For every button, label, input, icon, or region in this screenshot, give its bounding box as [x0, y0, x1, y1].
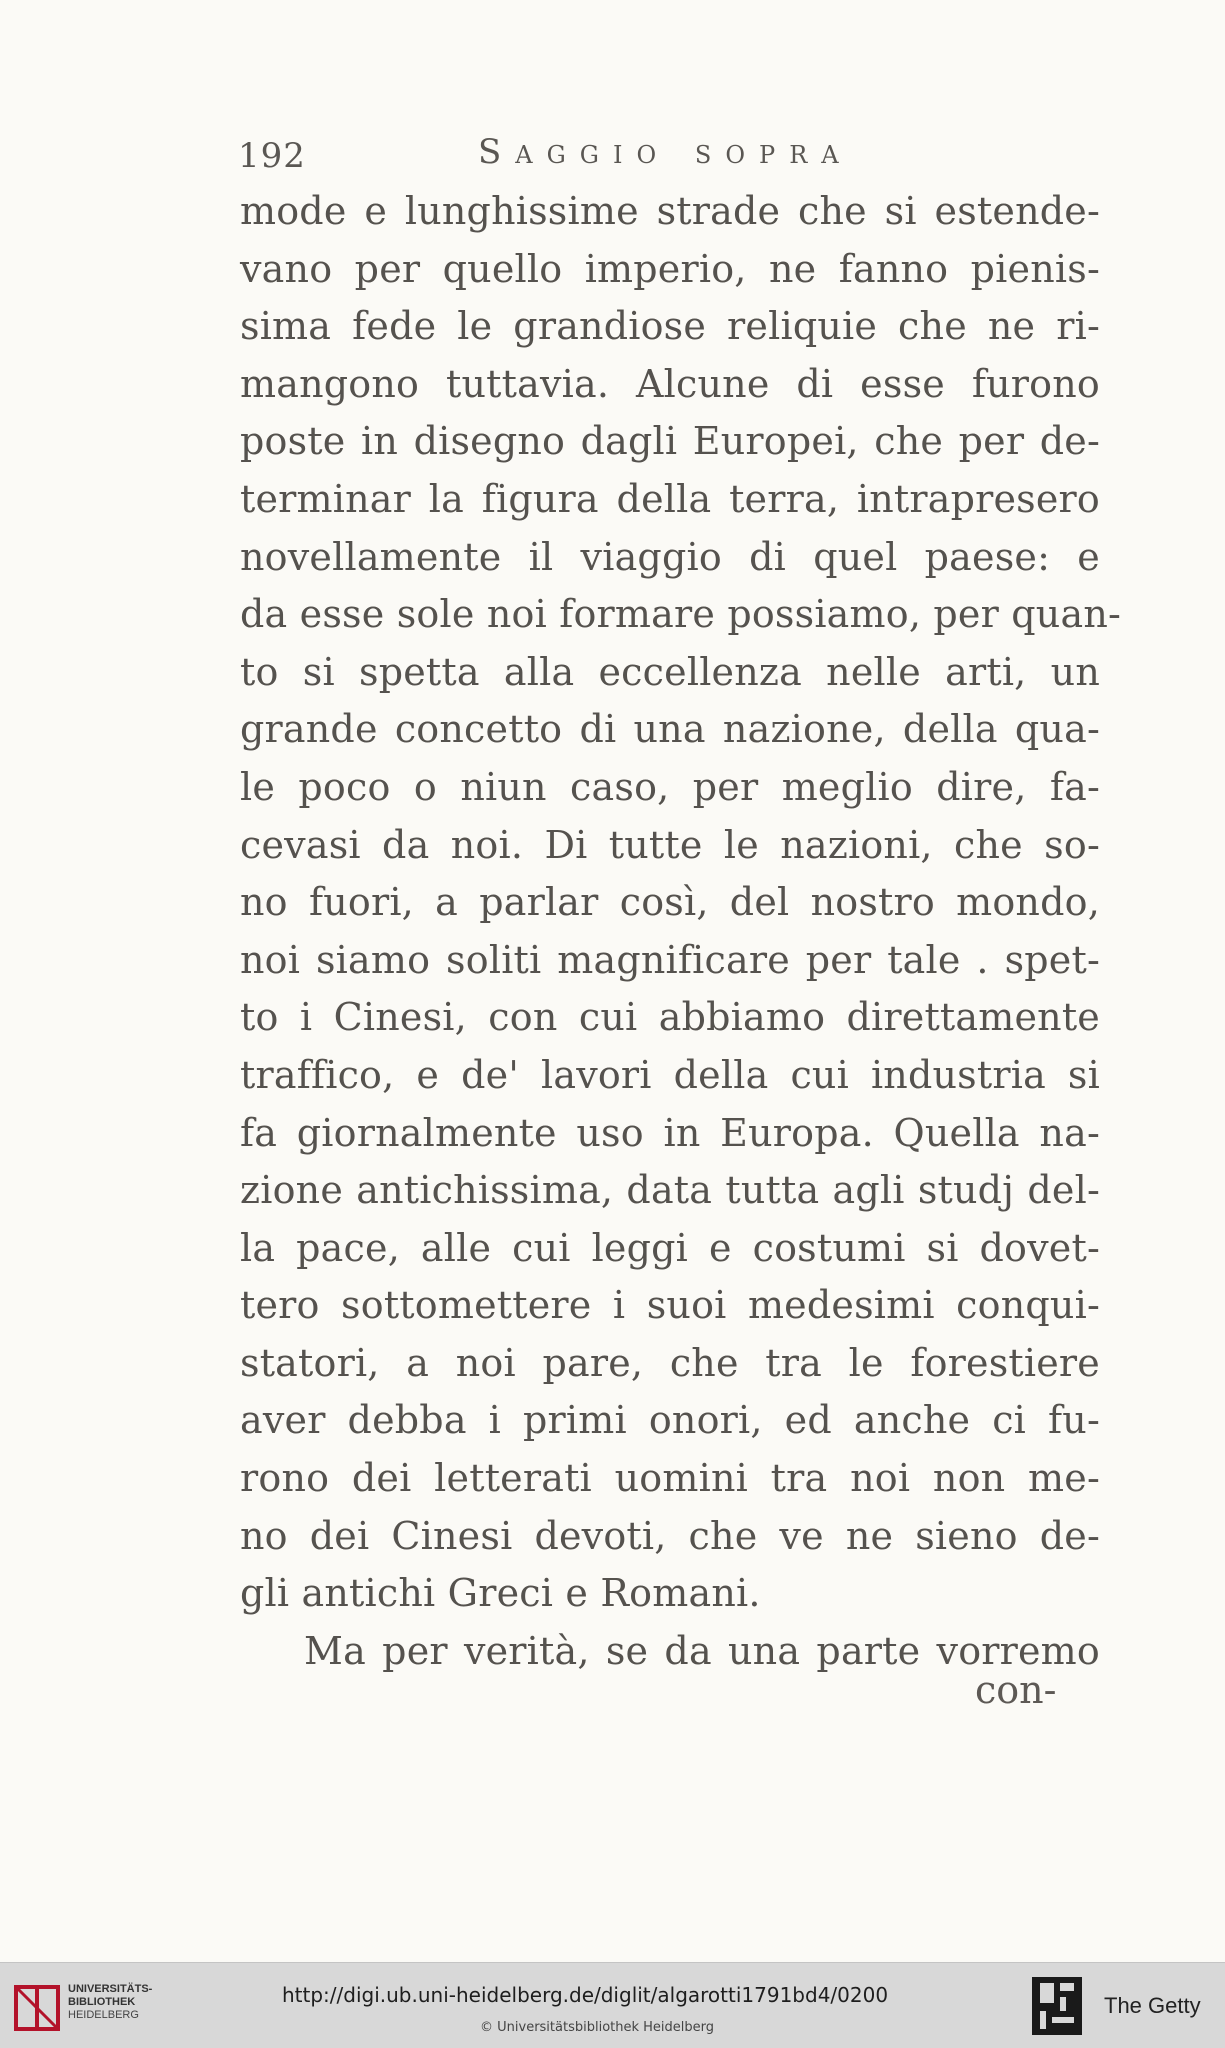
ub-heidelberg-logo-icon [14, 1983, 60, 2033]
catchword: con- [975, 1668, 1057, 1712]
text-line: tero sottomettere i suoi medesimi conqui- [240, 1283, 1100, 1328]
text-line: grande concetto di una nazione, della qua- [240, 707, 1100, 752]
text-line: gli antichi Greci e Romani. [240, 1571, 761, 1616]
text-line: aver debba i primi onori, ed anche ci fu- [240, 1398, 1100, 1443]
library-name-line: UNIVERSITÄTS- [68, 1983, 153, 1995]
library-name-line: HEIDELBERG [68, 2009, 139, 2021]
text-line: mode e lunghissime strade che si estende- [240, 189, 1100, 233]
text-line: to i Cinesi, con cui abbiamo direttamente [240, 995, 1100, 1040]
text-line: la pace, alle cui leggi e costumi si dovet- [240, 1225, 1100, 1270]
text-line: no fuori, a parlar così, del nostro mondo, [240, 880, 1100, 925]
partner-name: The Getty [1104, 1993, 1201, 2018]
text-line: fa giornalmente uso in Europa. Quella na- [240, 1110, 1100, 1155]
text-line: statori, a noi pare, che tra le forestiere [240, 1340, 1100, 1385]
page-number: 192 [238, 136, 306, 176]
text-line: da esse sole noi formare possiamo, per quan- [240, 592, 1122, 637]
text-line: novellamente il viaggio di quel paese: e [240, 534, 1100, 579]
footer-bar [0, 1962, 1225, 2048]
copyright-notice: © Universitätsbibliothek Heidelberg [480, 2020, 715, 2035]
text-line: cevasi da noi. Di tutte le nazioni, che so- [240, 822, 1100, 867]
text-line: vano per quello imperio, ne fanno pienis- [240, 246, 1100, 291]
running-head-title: Saggio sopra [478, 132, 853, 172]
text-line: Ma per verità, se da una parte vorremo [304, 1628, 1100, 1673]
permalink-url[interactable]: http://digi.ub.uni-heidelberg.de/diglit/algarotti1791bd4/0200 [282, 1983, 889, 2007]
text-line: to si spetta alla eccellenza nelle arti, un [240, 649, 1100, 694]
library-name-line: BIBLIOTHEK [68, 1996, 136, 2008]
text-line: mangono tuttavia. Alcune di esse furono [240, 361, 1100, 406]
text-line: noi siamo soliti magnificare per tale . spet- [240, 937, 1100, 982]
text-line: sima fede le grandiose reliquie che ne ri- [240, 304, 1100, 349]
text-line: rono dei letterati uomini tra noi non me- [240, 1456, 1100, 1501]
running-head [238, 128, 1118, 178]
text-line: le poco o niun caso, per meglio dire, fa- [240, 764, 1100, 809]
text-line: terminar la figura della terra, intrapresero [240, 476, 1100, 521]
text-line: poste in disegno dagli Europei, che per de- [240, 419, 1100, 464]
library-name [68, 1983, 152, 2022]
body-text [240, 183, 1122, 1680]
text-line: no dei Cinesi devoti, che ve ne sieno de- [240, 1513, 1100, 1558]
text-line: traffico, e de' lavori della cui industria si [240, 1052, 1100, 1097]
text-line: zione antichissima, data tutta agli studj del- [240, 1168, 1100, 1213]
getty-logo-icon [1032, 1977, 1082, 2035]
